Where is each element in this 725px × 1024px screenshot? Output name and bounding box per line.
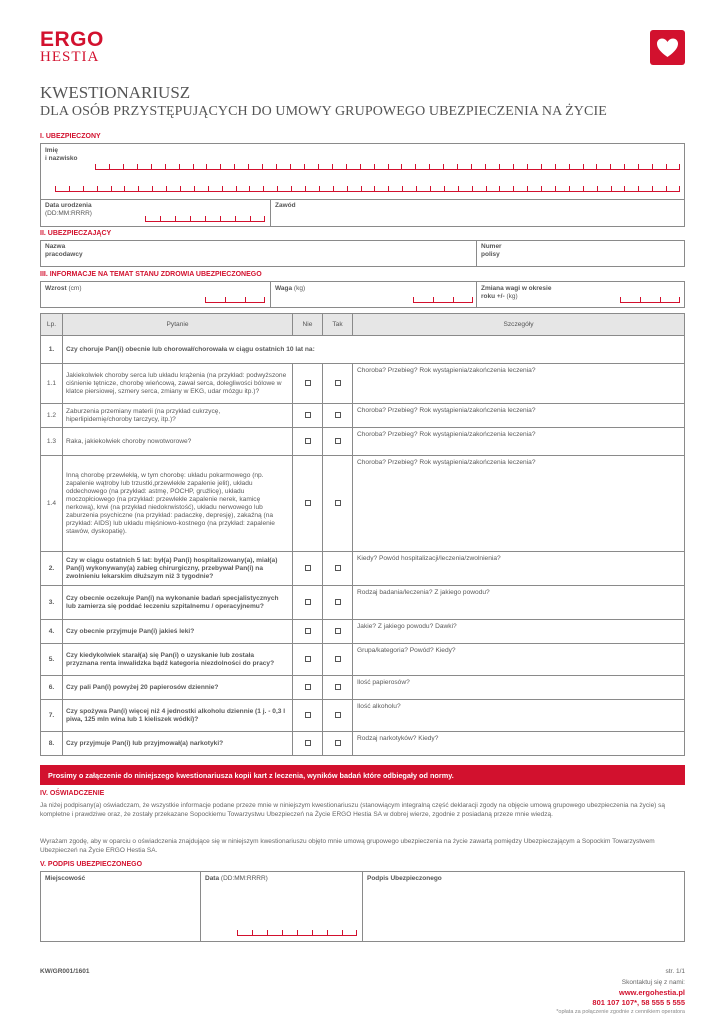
question-text: Zaburzenia przemiany materii (na przykład cukrzycę, hiperlipidemię/choroby tarczycy, itp.)?: [63, 404, 293, 428]
answer-cell-yes: [323, 428, 353, 456]
checkbox-no[interactable]: [305, 684, 311, 690]
height-field[interactable]: [205, 298, 265, 303]
answer-cell-yes: [323, 456, 353, 552]
section-1-heading: I. UBEZPIECZONY: [40, 133, 101, 140]
header-lp: Lp.: [41, 314, 63, 336]
checkbox-no[interactable]: [305, 712, 311, 718]
checkbox-yes[interactable]: [335, 628, 341, 634]
checkbox-yes[interactable]: [335, 565, 341, 571]
divider: [270, 281, 271, 308]
row-number: 7.: [41, 700, 63, 732]
row-number: 1.3: [41, 428, 63, 456]
answer-cell-no: [293, 586, 323, 620]
weight-change-field[interactable]: [620, 298, 680, 303]
answer-cell-yes: [323, 552, 353, 586]
answer-cell-no: [293, 700, 323, 732]
details-field[interactable]: Choroba? Przebieg? Rok wystąpienia/zakończenia leczenia?: [353, 456, 685, 552]
heart-icon: [650, 30, 685, 65]
call-cost-note: *opłata za połączenie zgodnie z cennikiem operatora: [556, 1009, 685, 1015]
height-unit: (cm): [68, 285, 82, 292]
height-label-text: Wzrost: [45, 285, 67, 292]
health-box: [40, 281, 685, 308]
table-row: [41, 404, 685, 428]
checkbox-yes[interactable]: [335, 412, 341, 418]
row-number: 1.1: [41, 364, 63, 404]
section-4-heading: IV. OŚWIADCZENIE: [40, 790, 105, 797]
answer-cell-no: [293, 552, 323, 586]
checkbox-yes[interactable]: [335, 740, 341, 746]
name-field-line-2[interactable]: [55, 187, 680, 192]
checkbox-yes[interactable]: [335, 712, 341, 718]
answer-cell-yes: [323, 586, 353, 620]
details-field[interactable]: Kiedy? Powód hospitalizacji/leczenia/zwolnienia?: [353, 552, 685, 586]
policy-label-2: polisy: [481, 251, 500, 258]
header-question: Pytanie: [63, 314, 293, 336]
row-number: 3.: [41, 586, 63, 620]
checkbox-no[interactable]: [305, 438, 311, 444]
details-field[interactable]: Choroba? Przebieg? Rok wystąpienia/zakończenia leczenia?: [353, 364, 685, 404]
header-details: Szczegóły: [353, 314, 685, 336]
section-2-heading: II. UBEZPIECZAJĄCY: [40, 230, 112, 237]
weight-change-label-1: Zmiana wagi w okresie: [481, 285, 552, 292]
weight-change-unit: (kg): [506, 293, 518, 300]
details-field[interactable]: Rodzaj badania/leczenia? Z jakiego powodu?: [353, 586, 685, 620]
weight-change-label-2: [481, 293, 518, 301]
divider: [40, 199, 685, 200]
website-link[interactable]: www.ergohestia.pl: [619, 988, 685, 997]
height-label: [45, 285, 81, 293]
question-text: Czy w ciągu ostatnich 5 lat: był(a) Pan(i) hospitalizowany(a), miał(a) Pan(i) wykonywany(a) zabieg chirurgiczny, przebywał Pan(i) na zwolnieniu lekarskim dłuższym niż 3 tygodnie?: [63, 552, 293, 586]
table-row: [41, 644, 685, 676]
place-label: Miejscowość: [45, 875, 86, 882]
answer-cell-yes: [323, 676, 353, 700]
answer-cell-no: [293, 428, 323, 456]
checkbox-yes[interactable]: [335, 599, 341, 605]
form-code: KW/GR001/1601: [40, 968, 90, 975]
row-number: 2.: [41, 552, 63, 586]
details-field[interactable]: Ilość alkoholu?: [353, 700, 685, 732]
name-field-line-1[interactable]: [95, 165, 680, 170]
divider: [270, 199, 271, 227]
details-field[interactable]: Jakie? Z jakiego powodu? Dawki?: [353, 620, 685, 644]
answer-cell-no: [293, 644, 323, 676]
declaration-paragraph-1: Ja niżej podpisany(a) oświadczam, że wszystkie informacje podane przeze mnie w niniejszym kwestionariuszu (stanowiącym integralną część deklaracji zgody na objęcie umową grupowego ubezpieczenia na życie) są kompletne i prawdziwe oraz, że zostały przekazane Sopockiemu Towarzystwu Ubezpieczeń na Życie ERGO Hestia SA w dobrej wierze, zgodnie z posiadaną przeze mnie wiedzą.: [40, 802, 666, 818]
table-row: [41, 336, 685, 364]
header-yes: Tak: [323, 314, 353, 336]
answer-cell-yes: [323, 732, 353, 756]
details-field[interactable]: Rodzaj narkotyków? Kiedy?: [353, 732, 685, 756]
table-row: [41, 428, 685, 456]
answer-cell-no: [293, 456, 323, 552]
sign-date-format: (DD:MM:RRRR): [220, 875, 268, 882]
question-text: Jakiekolwiek choroby serca lub układu krążenia (na przykład: podwyższone ciśnienie tętnicze, chorobę wieńcową, zawał serca, dolegliwości bólowe w klatce piersiowej, szmery serca, zmiany w EKG, udar mózgu itp.)?: [63, 364, 293, 404]
row-number: 5.: [41, 644, 63, 676]
table-row: [41, 364, 685, 404]
details-field[interactable]: Choroba? Przebieg? Rok wystąpienia/zakończenia leczenia?: [353, 404, 685, 428]
row-number: 8.: [41, 732, 63, 756]
birth-date-field[interactable]: [145, 217, 265, 222]
checkbox-yes[interactable]: [335, 684, 341, 690]
answer-cell-yes: [323, 700, 353, 732]
birth-label: Data urodzenia: [45, 202, 92, 209]
answer-cell-no: [293, 364, 323, 404]
declaration-paragraph-2: Wyrażam zgodę, aby w oparciu o oświadczenia znajdujące się w niniejszym kwestionariuszu objęto mnie umową grupowego ubezpieczenia na życie zawartą pomiędzy Ubezpieczającym a Sopockim Towarzystwem Ubezpieczeń na Życie ERGO Hestia SA.: [40, 838, 655, 854]
answer-cell-yes: [323, 404, 353, 428]
checkbox-yes[interactable]: [335, 438, 341, 444]
weight-field[interactable]: [413, 298, 473, 303]
employer-label-1: Nazwa: [45, 243, 66, 250]
ergo-hestia-logo: [40, 30, 104, 64]
checkbox-no[interactable]: [305, 628, 311, 634]
details-field[interactable]: Choroba? Przebieg? Rok wystąpienia/zakończenia leczenia?: [353, 428, 685, 456]
policy-label-1: Numer: [481, 243, 502, 250]
table-row: [41, 552, 685, 586]
answer-cell-yes: [323, 620, 353, 644]
question-text: Czy przyjmuje Pan(i) lub przyjmował(a) narkotyki?: [63, 732, 293, 756]
row-number: 6.: [41, 676, 63, 700]
signature-label: Podpis Ubezpieczonego: [367, 875, 442, 882]
checkbox-yes[interactable]: [335, 656, 341, 662]
checkbox-yes[interactable]: [335, 500, 341, 506]
health-questions-table: [40, 313, 685, 756]
name-label-1: Imię: [45, 147, 59, 154]
header-no: Nie: [293, 314, 323, 336]
table-header-row: [41, 314, 685, 336]
question-text: Czy kiedykolwiek starał(a) się Pan(i) o uzyskanie lub została przyznana renta inwalidzka bądź kategoria niezdolności do pracy?: [63, 644, 293, 676]
birth-format: (DD:MM:RRRR): [45, 210, 92, 217]
answer-cell-no: [293, 620, 323, 644]
row-number: 4.: [41, 620, 63, 644]
policyholder-box: [40, 240, 685, 267]
logo-ergo: ERGO: [40, 28, 104, 51]
row-number: 1.2: [41, 404, 63, 428]
weight-label-text: Waga: [275, 285, 293, 292]
answer-cell-no: [293, 732, 323, 756]
phone-numbers: 801 107 107*, 58 555 5 555: [592, 998, 685, 1007]
checkbox-no[interactable]: [305, 412, 311, 418]
answer-cell-no: [293, 676, 323, 700]
weight-unit: (kg): [293, 285, 306, 292]
checkbox-no[interactable]: [305, 656, 311, 662]
checkbox-no[interactable]: [305, 380, 311, 386]
row-number: 1.: [41, 336, 63, 364]
page-number: str. 1/1: [665, 968, 685, 975]
divider: [200, 871, 201, 942]
sign-date-label: [205, 875, 268, 883]
table-row: [41, 732, 685, 756]
weight-label: [275, 285, 305, 293]
table-row: [41, 700, 685, 732]
question-text: Inną chorobę przewlekłą, w tym chorobę: układu pokarmowego (np. zapalenie wątroby lub trzustki,przewlekłe zapalenie jelit), układu oddechowego (na przykład: astmę, POCHP, gruźlicę), układu moczopłciowego (na przykład: przewlekłe zapalenie nerek, kamicę nerkową), krwi (na przykład niedokrwistość), układu nerwowego lub zaburzenia psychiczne (na przykład: padaczkę, depresję), zakaźną (na przykład: AIDS) lub układu mięśniowo-kostnego (na przykład: zapalenie stawów, dyskopatię).: [63, 456, 293, 552]
logo-hestia: HESTIA: [40, 49, 100, 65]
question-text: Czy pali Pan(i) powyżej 20 papierosów dziennie?: [63, 676, 293, 700]
sign-date-label-text: Data: [205, 875, 220, 882]
form-title: KWESTIONARIUSZ: [40, 83, 191, 102]
question-text: Czy obecnie oczekuje Pan(i) na wykonanie badań specjalistycznych lub zamierza się poddać leczeniu szpitalnemu / operacyjnemu?: [63, 586, 293, 620]
table-row: [41, 676, 685, 700]
checkbox-no[interactable]: [305, 740, 311, 746]
table-row: [41, 456, 685, 552]
attachments-banner: Prosimy o załączenie do niniejszego kwestionariusza kopii kart z leczenia, wyników badań które odbiegały od normy.: [40, 765, 685, 785]
table-row: [41, 586, 685, 620]
form-subtitle: DLA OSÓB PRZYSTĘPUJĄCYCH DO UMOWY GRUPOWEGO UBEZPIECZENIA NA ŻYCIE: [40, 104, 607, 119]
answer-cell-yes: [323, 644, 353, 676]
answer-cell-yes: [323, 364, 353, 404]
question-text: Czy spożywa Pan(i) więcej niż 4 jednostki alkoholu dziennie (1 j. - 0,3 l piwa, 125 mln wina lub 1 kieliszek wódki)?: [63, 700, 293, 732]
question-text: Raka, jakiekolwiek choroby nowotworowe?: [63, 428, 293, 456]
sign-date-field[interactable]: [237, 931, 357, 936]
insured-box: [40, 143, 685, 227]
row-number: 1.4: [41, 456, 63, 552]
details-field[interactable]: Grupa/kategoria? Powód? Kiedy?: [353, 644, 685, 676]
weight-change-label-2-text: roku +/-: [481, 293, 505, 300]
answer-cell-no: [293, 404, 323, 428]
section-3-heading: III. INFORMACJE NA TEMAT STANU ZDROWIA UBEZPIECZONEGO: [40, 271, 262, 278]
job-label: Zawód: [275, 202, 296, 209]
question-text: Czy choruje Pan(i) obecnie lub chorował/chorowała w ciągu ostatnich 10 lat na:: [63, 336, 685, 364]
question-text: Czy obecnie przyjmuje Pan(i) jakieś leki?: [63, 620, 293, 644]
name-label-2: i nazwisko: [45, 155, 78, 162]
divider: [476, 240, 477, 267]
table-row: [41, 620, 685, 644]
checkbox-no[interactable]: [305, 599, 311, 605]
section-5-heading: V. PODPIS UBEZPIECZONEGO: [40, 861, 143, 868]
contact-label: Skontaktuj się z nami:: [621, 979, 685, 986]
checkbox-no[interactable]: [305, 500, 311, 506]
divider: [362, 871, 363, 942]
divider: [476, 281, 477, 308]
employer-label-2: pracodawcy: [45, 251, 83, 258]
checkbox-no[interactable]: [305, 565, 311, 571]
details-field[interactable]: Ilość papierosów?: [353, 676, 685, 700]
checkbox-yes[interactable]: [335, 380, 341, 386]
